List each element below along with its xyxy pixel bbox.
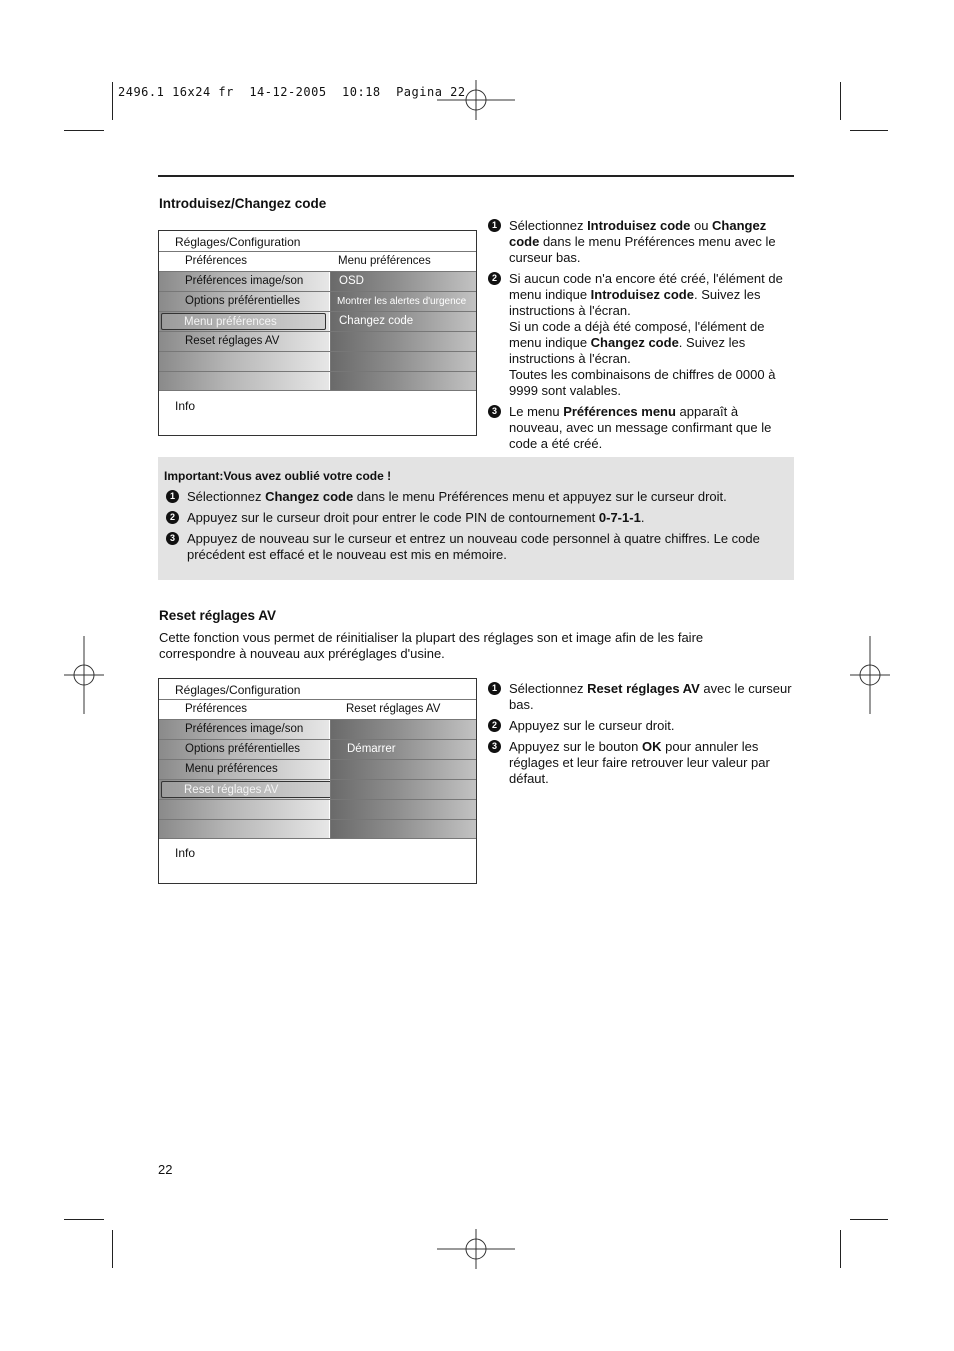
- menu-item[interactable]: Options préférentielles: [159, 740, 329, 759]
- menu-row: [159, 819, 476, 838]
- instruction-steps: [488, 218, 792, 457]
- menu-item[interactable]: Options préférentielles: [159, 292, 329, 311]
- menu-item[interactable]: Reset réglages AV: [159, 332, 329, 351]
- crop-mark: [850, 1219, 888, 1220]
- step-item: 3 Le menu Préférences menu apparaît à nouveau, avec un message confirmant que le code a été créé.: [488, 404, 792, 452]
- step-item: 2 Appuyez sur le curseur droit pour entrer le code PIN de contournement 0-7-1-1.: [166, 510, 780, 526]
- menu-subitem: [330, 332, 476, 351]
- menu-item: [159, 800, 329, 819]
- step-item: 2 Appuyez sur le curseur droit.: [488, 718, 792, 734]
- crop-mark: [840, 1230, 841, 1268]
- crop-mark: [840, 82, 841, 120]
- menu-subitem: [330, 800, 476, 819]
- section-title: Reset réglages AV: [159, 608, 277, 623]
- menu-col-right-header: Reset réglages AV: [346, 703, 441, 715]
- registration-mark-icon: [850, 636, 890, 714]
- menu-item: [159, 352, 329, 371]
- step-number: 1: [488, 219, 501, 232]
- menu-row[interactable]: [159, 311, 476, 331]
- menu-info: Info: [175, 846, 196, 860]
- menu-item-selected[interactable]: Menu préférences: [161, 313, 326, 330]
- menu-row: [159, 799, 476, 819]
- menu-subitem: [330, 720, 476, 739]
- section-title: Introduisez/Changez code: [159, 196, 327, 211]
- menu-row: [159, 371, 476, 390]
- important-title: Important:Vous avez oublié votre code !: [164, 469, 392, 483]
- menu-col-left-header: Préférences: [185, 703, 248, 715]
- step-number: 2: [488, 719, 501, 732]
- step-item: 1 Sélectionnez Introduisez code ou Changez code dans le menu Préférences menu avec le curseur bas.: [488, 218, 792, 266]
- step-number: 2: [488, 272, 501, 285]
- section-intro: Cette fonction vous permet de réinitialiser la plupart des réglages son et image afin de les faire correspondre à nouveau aux préréglages d'usine.: [159, 630, 704, 661]
- crop-mark: [112, 1230, 113, 1268]
- menu-row[interactable]: [159, 759, 476, 779]
- menu-info: Info: [175, 399, 196, 413]
- menu-header-row: [159, 251, 476, 271]
- menu-subitem: [330, 780, 476, 799]
- menu-item[interactable]: Menu préférences: [159, 760, 329, 779]
- menu-item: [159, 372, 329, 390]
- menu-col-left-header: Préférences: [185, 255, 248, 267]
- tv-menu-screen: [158, 678, 477, 884]
- menu-subitem[interactable]: Montrer les alertes d'urgence: [330, 292, 476, 311]
- crop-mark: [64, 130, 104, 131]
- menu-subitem: [330, 820, 476, 838]
- menu-title: Réglages/Configuration: [175, 683, 301, 697]
- menu-subitem: [330, 372, 476, 390]
- step-item: 3 Appuyez de nouveau sur le curseur et entrez un nouveau code personnel à quatre chiffres. Le code précédent est effacé et le nouveau est mis en mémoire.: [166, 531, 780, 563]
- menu-row[interactable]: [159, 331, 476, 351]
- crop-mark: [850, 130, 888, 131]
- menu-subitem[interactable]: Changez code: [330, 312, 476, 331]
- step-item: 1 Sélectionnez Reset réglages AV avec le curseur bas.: [488, 681, 792, 713]
- menu-item-selected[interactable]: Reset réglages AV: [161, 781, 332, 798]
- menu-row[interactable]: [159, 291, 476, 311]
- registration-mark-icon: [437, 1229, 517, 1269]
- menu-header-row: [159, 699, 476, 719]
- crop-mark: [112, 82, 113, 120]
- step-number: 3: [488, 740, 501, 753]
- menu-title: Réglages/Configuration: [175, 235, 301, 249]
- menu-row: [159, 351, 476, 371]
- menu-item[interactable]: Préférences image/son: [159, 720, 329, 739]
- step-item: 1 Sélectionnez Changez code dans le menu Préférences menu et appuyez sur le curseur droit.: [166, 489, 780, 505]
- step-item: 2 Si aucun code n'a encore été créé, l'élément de menu indique Introduisez code. Suivez les instructions à l'écran. Si un code a déjà été composé, l'élément de menu indique Changez code. Suivez les instructions à l'écran. Toutes les combinaisons de chiffres de 0000 à 9999 sont valables.: [488, 271, 792, 399]
- menu-row[interactable]: [159, 719, 476, 739]
- step-number: 3: [166, 532, 179, 545]
- menu-row[interactable]: [159, 739, 476, 759]
- print-header: 2496.1 16x24 fr 14-12-2005 10:18 Pagina 22: [118, 85, 466, 99]
- step-number: 2: [166, 511, 179, 524]
- step-number: 1: [488, 682, 501, 695]
- registration-mark-icon: [64, 636, 104, 714]
- menu-subitem: [330, 760, 476, 779]
- top-rule: [158, 175, 794, 177]
- step-number: 3: [488, 405, 501, 418]
- menu-row[interactable]: [159, 779, 476, 799]
- step-item: 3 Appuyez sur le bouton OK pour annuler les réglages et leur faire retrouver leur valeur par défaut.: [488, 739, 792, 787]
- menu-col-right-header: Menu préférences: [338, 255, 431, 267]
- step-number: 1: [166, 490, 179, 503]
- menu-subitem[interactable]: OSD: [330, 272, 476, 291]
- menu-row[interactable]: [159, 271, 476, 291]
- menu-item[interactable]: Préférences image/son: [159, 272, 329, 291]
- tv-menu-screen: [158, 230, 477, 436]
- menu-item: [159, 820, 329, 838]
- menu-subitem: [330, 352, 476, 371]
- important-steps: [166, 489, 780, 568]
- crop-mark: [64, 1219, 104, 1220]
- page-number: 22: [158, 1162, 173, 1177]
- menu-subitem-start[interactable]: Démarrer: [330, 740, 476, 759]
- instruction-steps: [488, 681, 792, 792]
